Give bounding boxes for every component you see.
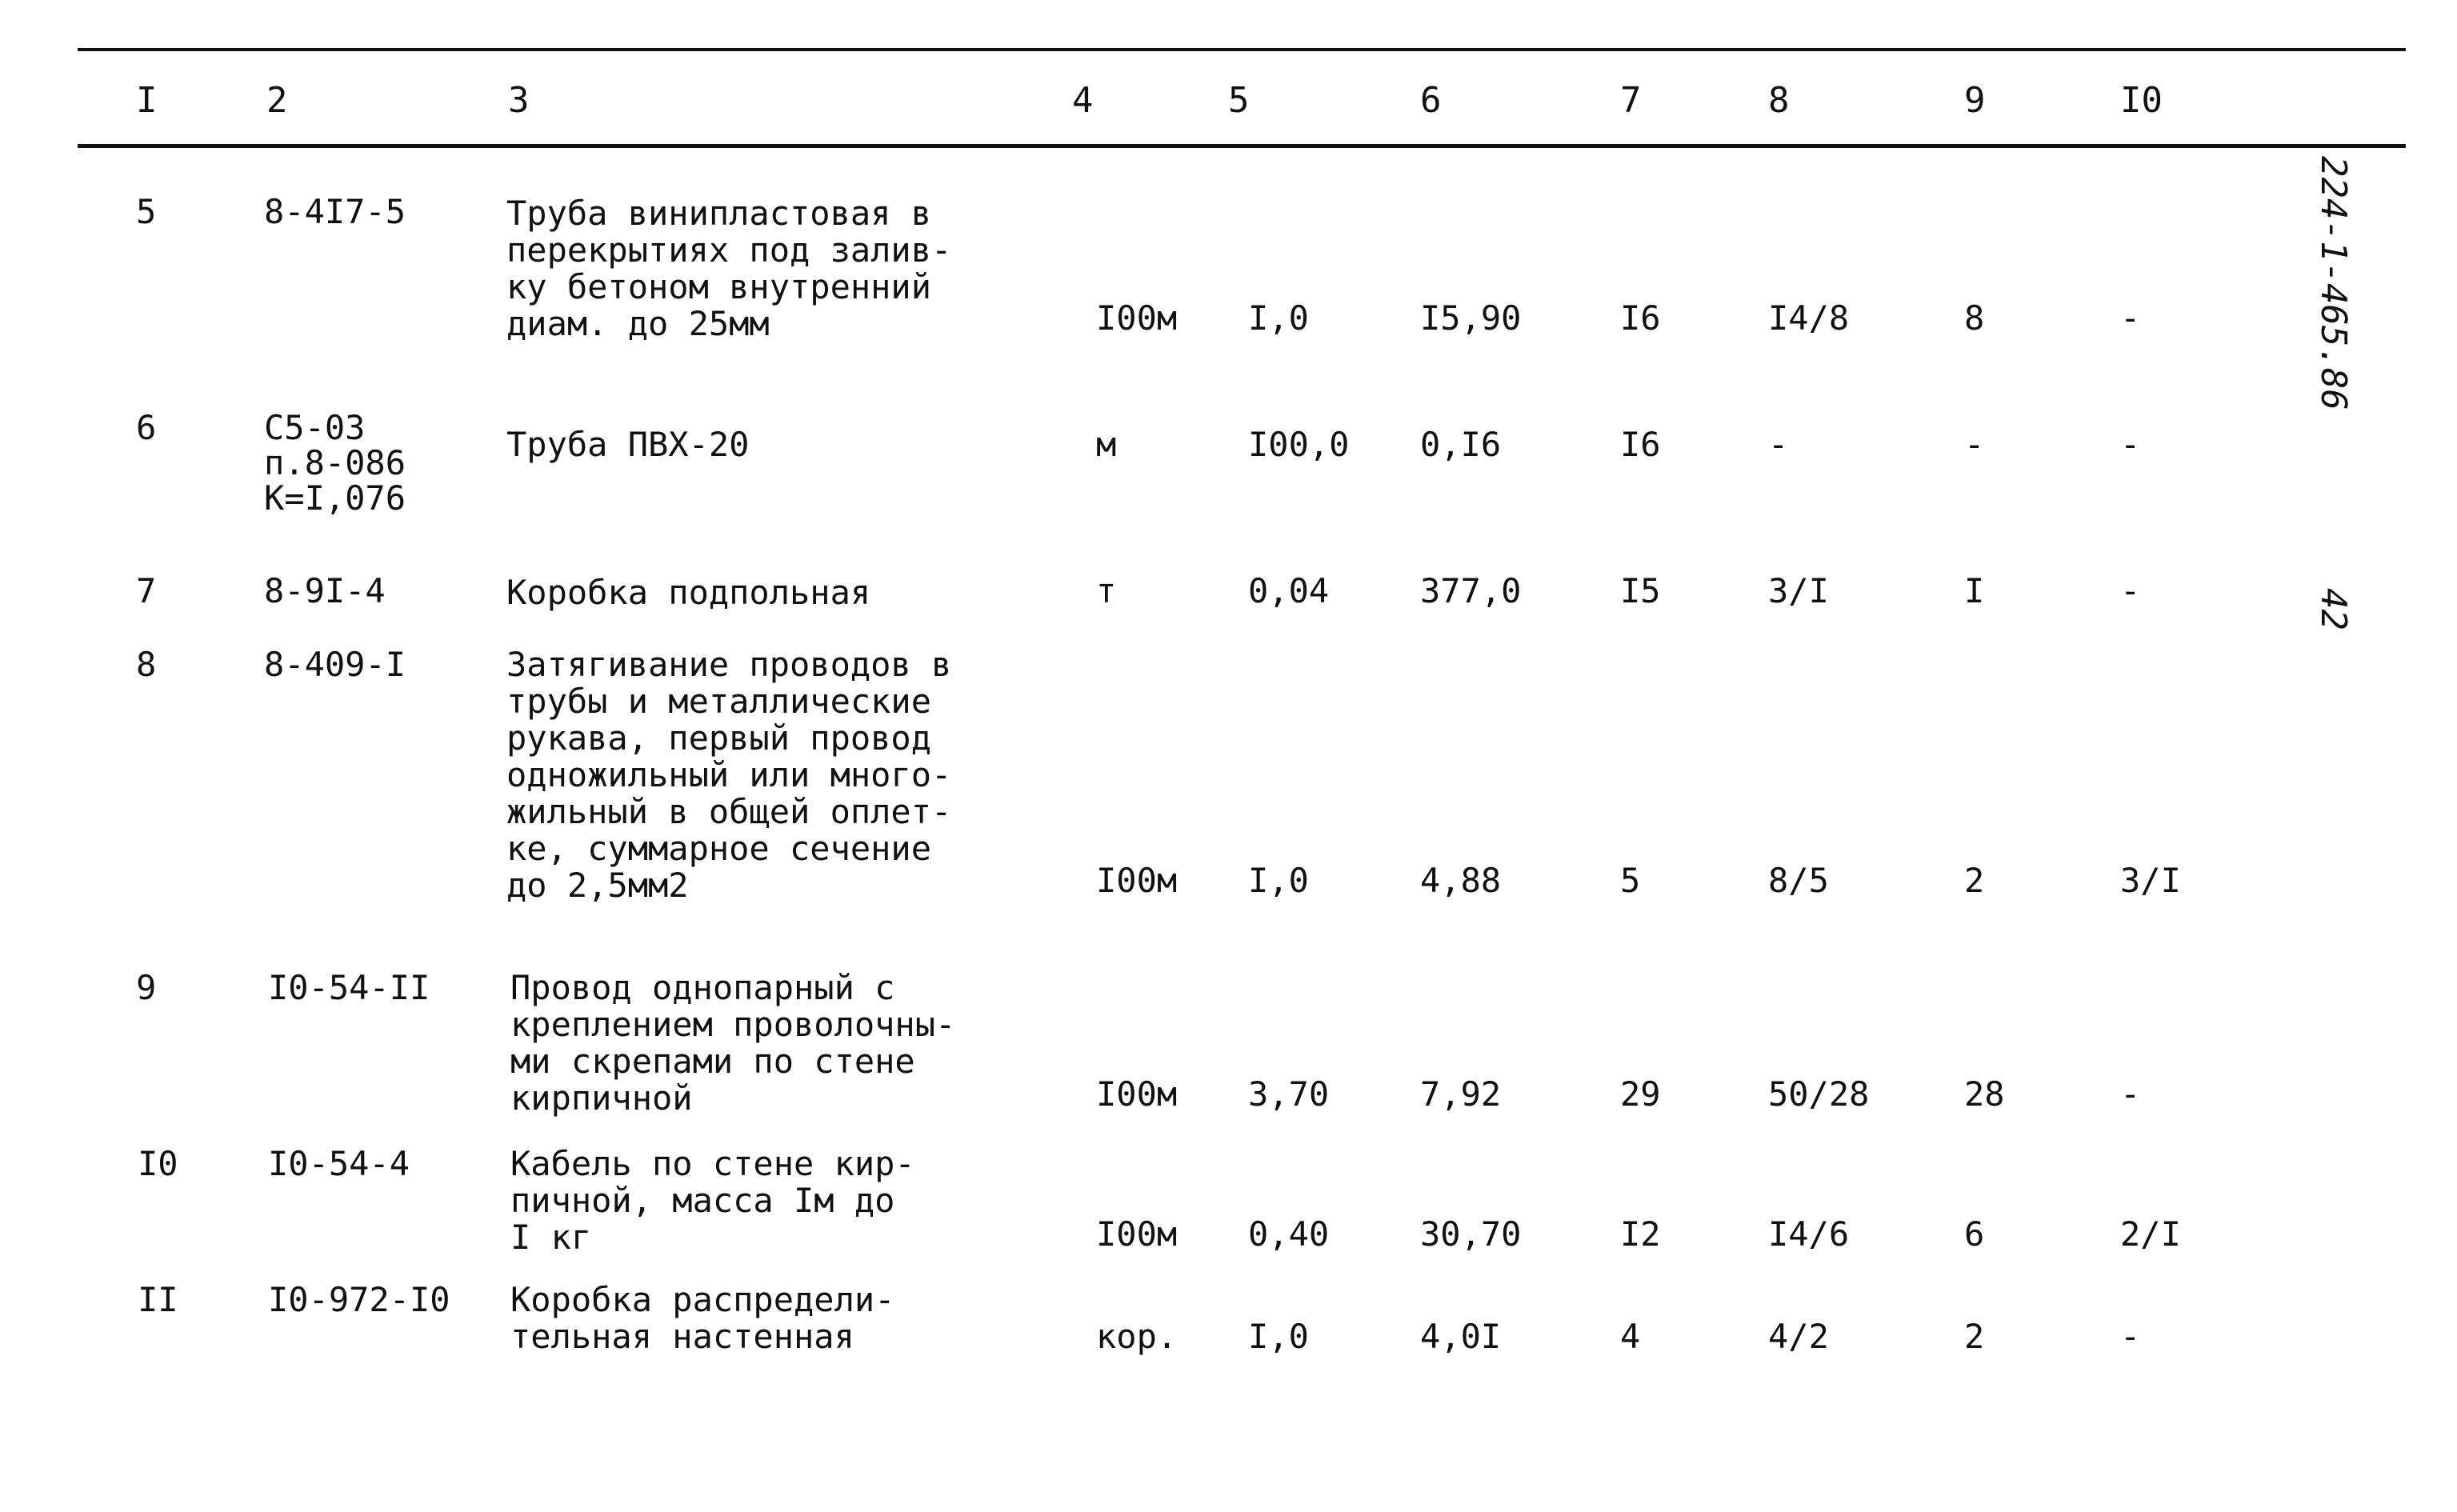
- name-line: перекрытиях под залив-: [506, 230, 952, 270]
- price-cell: 4,0I: [1420, 1317, 1502, 1356]
- unit-cell: м: [1096, 425, 1117, 464]
- unit-cell: I00м: [1096, 1214, 1178, 1254]
- name-line: диам. до 25мм: [506, 304, 770, 343]
- col7-cell: I2: [1620, 1214, 1661, 1254]
- name-line: креплением проволочны-: [510, 1005, 956, 1044]
- col7-cell: 29: [1620, 1074, 1661, 1114]
- price-cell: 7,92: [1420, 1074, 1502, 1114]
- name-line: одножильный или много-: [506, 755, 952, 794]
- col9-cell: 28: [1964, 1074, 2005, 1114]
- unit-cell: кор.: [1096, 1317, 1178, 1356]
- name-line: кирпичной: [510, 1078, 693, 1118]
- col10-cell: -: [2120, 1074, 2141, 1114]
- row-number: 9: [136, 968, 157, 1007]
- col7-cell: I5: [1620, 571, 1661, 610]
- col10-cell: -: [2120, 571, 2141, 610]
- row-number: 8: [136, 645, 157, 684]
- qty-cell: I,0: [1248, 861, 1309, 900]
- col8-cell: 8/5: [1768, 861, 1829, 900]
- col8-cell: 50/28: [1768, 1074, 1870, 1114]
- header-col-5: 5: [1228, 80, 1250, 121]
- page-number: 42: [2313, 588, 2354, 630]
- code-line: п.8-086: [264, 443, 406, 482]
- row-number: 7: [136, 571, 157, 610]
- code-line: 8-9I-4: [264, 571, 386, 610]
- qty-cell: I,0: [1248, 1317, 1309, 1356]
- unit-cell: т: [1096, 571, 1117, 610]
- side-document-code: 224-1-465.86: [2313, 156, 2354, 410]
- header-rule: [78, 144, 2406, 148]
- header-col-8: 8: [1768, 80, 1790, 121]
- name-line: до 2,5мм2: [506, 866, 689, 905]
- price-cell: 4,88: [1420, 861, 1502, 900]
- col10-cell: -: [2120, 298, 2141, 338]
- header-col-4: 4: [1072, 80, 1094, 121]
- col8-cell: I4/6: [1768, 1214, 1850, 1254]
- row-number: II: [138, 1280, 178, 1319]
- name-line: Коробка распредели-: [510, 1280, 895, 1319]
- name-line: Труба винипластовая в: [506, 194, 932, 233]
- col7-cell: 4: [1620, 1317, 1641, 1356]
- header-col-3: 3: [508, 80, 530, 121]
- header-col-10: I0: [2120, 80, 2163, 121]
- name-line: Труба ПВХ-20: [506, 425, 750, 464]
- name-line: ку бетоном внутренний: [506, 267, 932, 306]
- col8-cell: 4/2: [1768, 1317, 1829, 1356]
- header-col-2: 2: [266, 80, 288, 121]
- qty-cell: I00,0: [1248, 425, 1350, 464]
- price-cell: I5,90: [1420, 298, 1522, 338]
- price-cell: 0,I6: [1420, 425, 1502, 464]
- qty-cell: 0,40: [1248, 1214, 1330, 1254]
- col8-cell: -: [1768, 425, 1789, 464]
- name-line: пичной, масса Iм до: [510, 1181, 895, 1220]
- col9-cell: I: [1964, 571, 1985, 610]
- name-line: тельная настенная: [510, 1317, 854, 1356]
- name-line: Коробка подпольная: [506, 573, 871, 612]
- code-line: К=I,076: [264, 478, 406, 518]
- qty-cell: 0,04: [1248, 571, 1330, 610]
- col10-cell: -: [2120, 425, 2141, 464]
- row-number: I0: [138, 1144, 178, 1183]
- top-rule: [78, 48, 2406, 51]
- name-line: I кг: [510, 1218, 592, 1257]
- col10-cell: 2/I: [2120, 1214, 2181, 1254]
- header-col-9: 9: [1964, 80, 1986, 121]
- row-number: 5: [136, 192, 157, 231]
- col9-cell: 2: [1964, 1317, 1985, 1356]
- qty-cell: I,0: [1248, 298, 1309, 338]
- unit-cell: I00м: [1096, 298, 1178, 338]
- col10-cell: 3/I: [2120, 861, 2181, 900]
- price-cell: 377,0: [1420, 571, 1522, 610]
- col7-cell: I6: [1620, 298, 1661, 338]
- col8-cell: I4/8: [1768, 298, 1850, 338]
- header-col-6: 6: [1420, 80, 1442, 121]
- name-line: трубы и металлические: [506, 682, 932, 721]
- name-line: Кабель по стене кир-: [510, 1144, 915, 1183]
- code-line: С5-03: [264, 408, 366, 447]
- col10-cell: -: [2120, 1317, 2141, 1356]
- code-line: 8-409-I: [264, 645, 406, 684]
- name-line: Затягивание проводов в: [506, 645, 952, 684]
- unit-cell: I00м: [1096, 1074, 1178, 1114]
- col9-cell: -: [1964, 425, 1985, 464]
- code-line: I0-54-4: [268, 1144, 410, 1183]
- code-line: 8-4I7-5: [264, 192, 406, 231]
- col9-cell: 6: [1964, 1214, 1985, 1254]
- row-number: 6: [136, 408, 157, 447]
- col7-cell: I6: [1620, 425, 1661, 464]
- header-col-1: I: [136, 80, 158, 121]
- price-cell: 30,70: [1420, 1214, 1522, 1254]
- code-line: I0-972-I0: [268, 1280, 450, 1319]
- name-line: ке, суммарное сечение: [506, 829, 932, 868]
- col7-cell: 5: [1620, 861, 1641, 900]
- unit-cell: I00м: [1096, 861, 1178, 900]
- name-line: ми скрепами по стене: [510, 1042, 915, 1081]
- name-line: жильный в общей оплет-: [506, 792, 952, 831]
- col8-cell: 3/I: [1768, 571, 1829, 610]
- header-col-7: 7: [1620, 80, 1642, 121]
- qty-cell: 3,70: [1248, 1074, 1330, 1114]
- col9-cell: 8: [1964, 298, 1985, 338]
- name-line: рукава, первый провод: [506, 718, 932, 758]
- col9-cell: 2: [1964, 861, 1985, 900]
- code-line: I0-54-II: [268, 968, 430, 1007]
- name-line: Провод однопарный с: [510, 968, 895, 1007]
